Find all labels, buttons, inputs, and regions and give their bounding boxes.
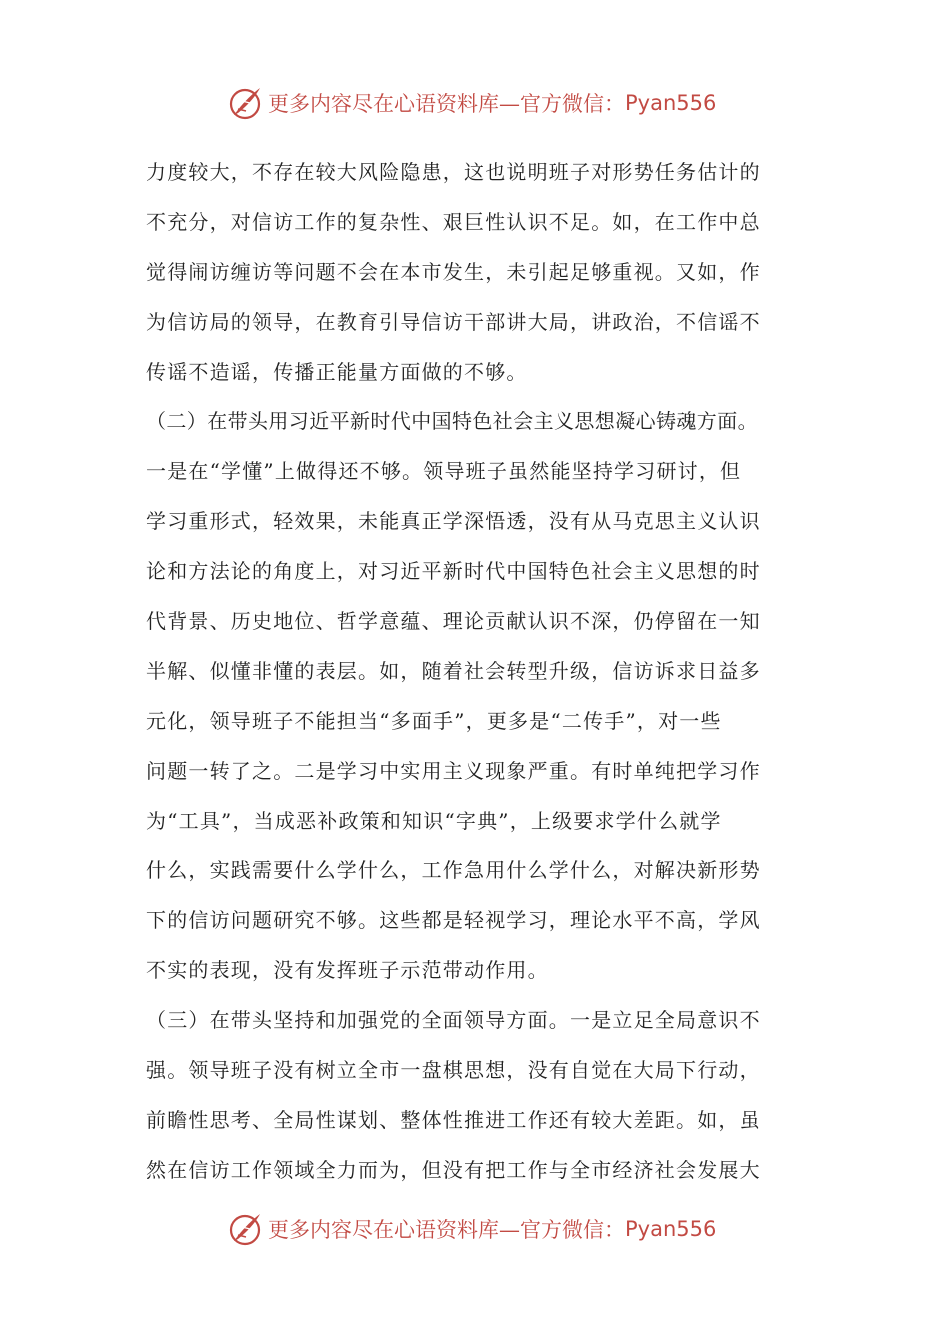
text-line: 力度较大，不存在较大风险隐患，这也说明班子对形势任务估计的 [146,160,761,184]
section-heading-line: （二）在带头用习近平新时代中国特色社会主义思想凝心铸魂方面。 [146,409,758,434]
text-line: 什么，实践需要什么学什么，工作急用什么学什么，对解决新形势 [146,858,761,883]
text-line: 问题一转了之。二是学习中实用主义现象严重。有时单纯把学习作 [146,758,761,783]
text-line: 元化，领导班子不能担当“多面手”，更多是“二传手”，对一些 [146,708,722,733]
watermark-text: 更多内容尽在心语资料库—官方微信： [268,92,625,116]
watermark-text: 更多内容尽在心语资料库—官方微信： [268,1218,625,1242]
text-line: 然在信访工作领域全力而为，但没有把工作与全市经济社会发展大 [146,1157,761,1182]
text-line: 一是在“学懂”上做得还不够。领导班子虽然能坚持学习研讨，但 [146,459,742,484]
text-line: 觉得闹访缠访等问题不会在本市发生，未引起足够重视。又如，作 [146,259,761,284]
text-line: 为“工具”，当成恶补政策和知识“字典”，上级要求学什么就学 [146,808,722,833]
footer-watermark [228,1211,748,1247]
text-line: 不实的表现，没有发挥班子示范带动作用。 [146,958,549,983]
text-line: 下的信访问题研究不够。这些都是轻视学习，理论水平不高，学风 [146,908,761,933]
watermark-wechat-id: Pyan556 [625,91,717,115]
text-line: 强。领导班子没有树立全市一盘棋思想，没有自觉在大局下行动， [146,1058,761,1083]
text-line: 半解、似懂非懂的表层。如，随着社会转型升级，信访诉求日益多 [146,658,761,683]
watermark-wechat-id: Pyan556 [625,1217,717,1241]
header-watermark [228,85,748,121]
text-line: 为信访局的领导，在教育引导信访干部讲大局，讲政治，不信谣不 [146,309,761,334]
document-body [146,148,816,1196]
text-line: 代背景、历史地位、哲学意蕴、理论贡献认识不深，仍停留在一知 [146,609,761,634]
text-line: 前瞻性思考、全局性谋划、整体性推进工作还有较大差距。如，虽 [146,1107,761,1132]
text-line: 学习重形式，轻效果，未能真正学深悟透，没有从马克思主义认识 [146,509,761,534]
text-line: 不充分，对信访工作的复杂性、艰巨性认识不足。如，在工作中总 [146,209,761,234]
quill-logo-icon [228,85,264,121]
section-heading-line: （三）在带头坚持和加强党的全面领导方面。一是立足全局意识不 [146,1008,761,1033]
text-line: 论和方法论的角度上，对习近平新时代中国特色社会主义思想的时 [146,559,761,584]
quill-logo-icon [228,1211,264,1247]
text-line: 传谣不造谣，传播正能量方面做的不够。 [146,359,528,384]
